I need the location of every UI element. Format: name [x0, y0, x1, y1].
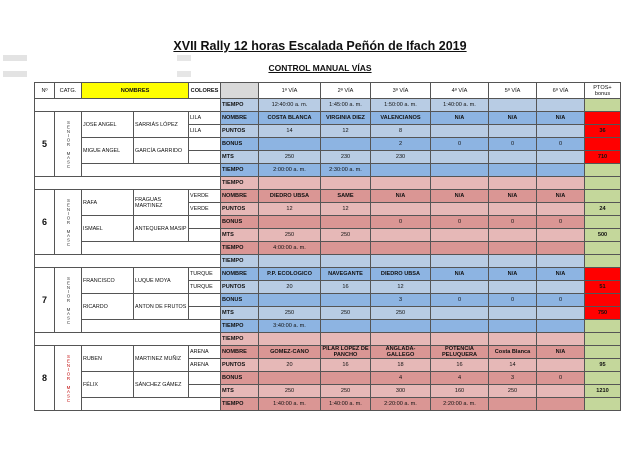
- bonus-cell: 0: [537, 216, 585, 229]
- tiempo-cell: [431, 320, 489, 333]
- color-1: TURQUE: [189, 268, 221, 281]
- meters-cell: 250: [489, 385, 537, 398]
- route-name-cell: DIEDRO UBSA: [371, 268, 431, 281]
- participant-2-first: ISMAEL: [82, 216, 134, 242]
- row-label-bonus: BONUS: [221, 372, 259, 385]
- spacer-cell: [82, 398, 221, 411]
- row-label-mts: MTS: [221, 151, 259, 164]
- bonus-cell: 0: [489, 216, 537, 229]
- color-spacer: [189, 151, 221, 164]
- bonus-cell: [259, 138, 321, 151]
- meters-cell: 160: [431, 385, 489, 398]
- points-cell: [489, 125, 537, 138]
- tiempo-cell: [537, 99, 585, 112]
- meters-cell: [431, 151, 489, 164]
- bonus-cell: 0: [431, 216, 489, 229]
- tiempo-cell: [371, 242, 431, 255]
- points-cell: 16: [321, 281, 371, 294]
- table-row: [35, 164, 621, 177]
- tiempo-cell: [489, 242, 537, 255]
- tiempo-cell: [259, 177, 321, 190]
- tiempo-cell: [489, 398, 537, 411]
- participant-1-first: RUBEN: [82, 346, 134, 372]
- points-cell: [489, 203, 537, 216]
- route-name-cell: N/A: [431, 190, 489, 203]
- meters-cell: 250: [259, 229, 321, 242]
- total-score-flag: [585, 268, 621, 281]
- points-cell: [537, 281, 585, 294]
- tiempo-cell: [371, 255, 431, 268]
- row-label-tiempo: TIEMPO: [221, 99, 259, 112]
- route-name-cell: N/A: [537, 346, 585, 359]
- header-via-2: 2ª VÍA: [321, 83, 371, 99]
- points-cell: 14: [259, 125, 321, 138]
- meters-cell: 250: [371, 307, 431, 320]
- team-number: 6: [35, 190, 55, 255]
- table-row: [35, 320, 621, 333]
- row-label-puntos: PUNTOS: [221, 359, 259, 372]
- tiempo-cell: [431, 333, 489, 346]
- tiempo-cell: 3:40:00 a. m.: [259, 320, 321, 333]
- header-via-3: 3ª VÍA: [371, 83, 431, 99]
- meters-cell: 230: [321, 151, 371, 164]
- total-blank: [585, 242, 621, 255]
- total-blank: [585, 398, 621, 411]
- route-name-cell: COSTA BLANCA: [259, 112, 321, 125]
- row-label-tiempo: TIEMPO: [221, 333, 259, 346]
- route-name-cell: N/A: [431, 268, 489, 281]
- category-label: SENIOR MASC: [55, 346, 82, 411]
- participant-1-last: LUQUE MOYA: [134, 268, 189, 294]
- tiempo-cell: [321, 242, 371, 255]
- route-name-cell: P.P. ECOLOGICO: [259, 268, 321, 281]
- tiempo-cell: 1:40:00 a. m.: [321, 398, 371, 411]
- team-number: 5: [35, 112, 55, 177]
- points-cell: 18: [371, 359, 431, 372]
- meters-cell: 250: [321, 229, 371, 242]
- tiempo-cell: [259, 333, 321, 346]
- participant-2-first: FÉLIX: [82, 372, 134, 398]
- bonus-cell: 0: [431, 138, 489, 151]
- bonus-cell: 3: [371, 294, 431, 307]
- color-spacer: [189, 307, 221, 320]
- tiempo-cell: [321, 255, 371, 268]
- tiempo-cell: [537, 177, 585, 190]
- header-via-1: 1ª VÍA: [259, 83, 321, 99]
- total-points: 24: [585, 203, 621, 216]
- participant-1-first: JOSE ANGEL: [82, 112, 134, 138]
- spacer-cell: [35, 99, 221, 112]
- tiempo-cell: [489, 255, 537, 268]
- color-2: VERDE: [189, 203, 221, 216]
- header-catg: CATG.: [55, 83, 82, 99]
- color-spacer: [189, 372, 221, 385]
- color-spacer: [189, 138, 221, 151]
- route-name-cell: N/A: [431, 112, 489, 125]
- tiempo-cell: [489, 99, 537, 112]
- table-row: [35, 83, 621, 99]
- total-meters: 750: [585, 307, 621, 320]
- tiempo-cell: [537, 320, 585, 333]
- row-label-bonus: BONUS: [221, 294, 259, 307]
- bonus-cell: 4: [371, 372, 431, 385]
- total-blank: [585, 333, 621, 346]
- category-label: SENIOR MASC: [55, 190, 82, 255]
- document-subtitle: CONTROL MANUAL VÍAS: [268, 63, 372, 73]
- table-row: [35, 177, 621, 190]
- color-1: LILA: [189, 112, 221, 125]
- points-cell: [371, 203, 431, 216]
- spacer-cell: [35, 177, 221, 190]
- route-name-cell: PILAR LOPEZ DE PANCHO: [322, 346, 369, 358]
- meters-cell: 300: [371, 385, 431, 398]
- bonus-cell: [259, 216, 321, 229]
- row-label-mts: MTS: [221, 385, 259, 398]
- tiempo-cell: [371, 164, 431, 177]
- tiempo-cell: [321, 320, 371, 333]
- tiempo-cell: [537, 164, 585, 177]
- meters-cell: 230: [371, 151, 431, 164]
- row-label-puntos: PUNTOS: [221, 203, 259, 216]
- points-cell: [537, 359, 585, 372]
- points-cell: 16: [321, 359, 371, 372]
- row-label-mts: MTS: [221, 307, 259, 320]
- bonus-cell: 0: [431, 294, 489, 307]
- meters-cell: [371, 229, 431, 242]
- points-cell: 8: [371, 125, 431, 138]
- row-label-tiempo: TIEMPO: [221, 255, 259, 268]
- meters-cell: 250: [259, 151, 321, 164]
- tiempo-cell: [489, 320, 537, 333]
- color-2: ARENA: [189, 359, 221, 372]
- total-blank: [585, 372, 621, 385]
- meters-cell: [489, 307, 537, 320]
- spacer-cell: [82, 242, 221, 255]
- participant-2-first: RICARDO: [82, 294, 134, 320]
- points-cell: 12: [371, 281, 431, 294]
- total-meters: 1210: [585, 385, 621, 398]
- color-1: ARENA: [189, 346, 221, 359]
- row-label-nombre: NOMBRE: [221, 346, 259, 359]
- bonus-cell: 3: [489, 372, 537, 385]
- tiempo-cell: [489, 177, 537, 190]
- tiempo-cell: 1:40:00 a. m.: [431, 99, 489, 112]
- results-table: [34, 82, 621, 411]
- tiempo-cell: [371, 320, 431, 333]
- row-label-tiempo: TIEMPO: [221, 320, 259, 333]
- bonus-cell: [321, 294, 371, 307]
- bonus-cell: 0: [537, 372, 585, 385]
- route-name-cell: SAME: [321, 190, 371, 203]
- tiempo-cell: [371, 333, 431, 346]
- header-via-6: 6ª VÍA: [537, 83, 585, 99]
- participant-2-last: ANTON DE FRUTOS: [134, 294, 189, 320]
- total-blank: [585, 164, 621, 177]
- points-cell: [537, 203, 585, 216]
- header-via-4: 4ª VÍA: [431, 83, 489, 99]
- table-row: [35, 398, 621, 411]
- total-meters: 710: [585, 151, 621, 164]
- tiempo-cell: 2:20:00 a. m.: [371, 398, 431, 411]
- total-points: 51: [585, 281, 621, 294]
- points-cell: 12: [321, 125, 371, 138]
- table-row: [35, 112, 621, 125]
- route-name-cell: VALENCIANOS: [371, 112, 431, 125]
- tiempo-cell: [431, 255, 489, 268]
- row-label-bonus: BONUS: [221, 216, 259, 229]
- meters-cell: [537, 151, 585, 164]
- row-label-mts: MTS: [221, 229, 259, 242]
- participant-1-last: FRAGUAS MARTINEZ: [134, 190, 189, 216]
- header-nombres: NOMBRES: [82, 83, 189, 99]
- points-cell: 12: [259, 203, 321, 216]
- table-row: [35, 294, 621, 307]
- category-label: SENIOR MASC: [55, 268, 82, 333]
- bonus-cell: [321, 216, 371, 229]
- total-meters: 500: [585, 229, 621, 242]
- header-ptos: PTOS+ bonus: [585, 83, 621, 99]
- color-spacer: [189, 385, 221, 398]
- tiempo-cell: [537, 398, 585, 411]
- participant-2-last: ANTEQUERA MASIP: [134, 216, 189, 242]
- participant-1-last: MARTINEZ MUÑIZ: [134, 346, 189, 372]
- header-num: Nº: [35, 83, 55, 99]
- points-cell: [431, 281, 489, 294]
- tiempo-cell: 2:20:00 a. m.: [431, 398, 489, 411]
- participant-1-first: RAFA: [82, 190, 134, 216]
- participant-2-first: MIGUE ANGEL: [82, 138, 134, 164]
- tiempo-cell: 2:30:00 a. m.: [321, 164, 371, 177]
- table-row: [35, 216, 621, 229]
- sheet-margin-mark: [3, 55, 27, 61]
- route-name-cell: N/A: [537, 190, 585, 203]
- color-1: VERDE: [189, 190, 221, 203]
- bonus-cell: 0: [371, 216, 431, 229]
- route-name-cell: VIRGINIA DIEZ: [321, 112, 371, 125]
- color-spacer: [189, 294, 221, 307]
- tiempo-cell: [431, 164, 489, 177]
- tiempo-cell: 1:45:00 a. m.: [321, 99, 371, 112]
- route-name-cell: GOMEZ-CANO: [259, 346, 321, 359]
- table-row: [35, 99, 621, 112]
- table-row: [35, 138, 621, 151]
- row-label-nombre: NOMBRE: [221, 268, 259, 281]
- row-label-tiempo: TIEMPO: [221, 398, 259, 411]
- participant-2-last: GARCÍA GARRIDO: [134, 138, 189, 164]
- route-name-cell: N/A: [489, 112, 537, 125]
- bonus-cell: 0: [537, 294, 585, 307]
- table-row: [35, 190, 621, 203]
- row-label-puntos: PUNTOS: [221, 125, 259, 138]
- points-cell: [489, 281, 537, 294]
- tiempo-cell: [537, 242, 585, 255]
- category-label: SENIOR MASC: [55, 112, 82, 177]
- tiempo-cell: [321, 177, 371, 190]
- tiempo-cell: 4:00:00 a. m.: [259, 242, 321, 255]
- row-label-bonus: BONUS: [221, 138, 259, 151]
- total-points: 36: [585, 125, 621, 138]
- header-via-5: 5ª VÍA: [489, 83, 537, 99]
- meters-cell: [489, 151, 537, 164]
- tiempo-cell: [431, 242, 489, 255]
- header-blank: [221, 83, 259, 99]
- meters-cell: [537, 307, 585, 320]
- row-label-tiempo: TIEMPO: [221, 164, 259, 177]
- total-blank: [585, 138, 621, 151]
- participant-1-first: FRANCISCO: [82, 268, 134, 294]
- route-name-cell: N/A: [371, 190, 431, 203]
- tiempo-cell: 2:00:00 a. m.: [259, 164, 321, 177]
- spacer-cell: [35, 255, 221, 268]
- tiempo-cell: [259, 255, 321, 268]
- team-number: 7: [35, 268, 55, 333]
- bonus-cell: 0: [537, 138, 585, 151]
- tiempo-cell: [489, 164, 537, 177]
- meters-cell: [537, 385, 585, 398]
- meters-cell: [489, 229, 537, 242]
- tiempo-cell: 12:40:00 a. m.: [259, 99, 321, 112]
- row-label-puntos: PUNTOS: [221, 281, 259, 294]
- bonus-cell: [321, 372, 371, 385]
- tiempo-cell: [489, 333, 537, 346]
- spacer-cell: [35, 333, 221, 346]
- route-name-cell: N/A: [489, 268, 537, 281]
- color-2: TURQUE: [189, 281, 221, 294]
- color-spacer: [189, 229, 221, 242]
- bonus-cell: 0: [489, 294, 537, 307]
- tiempo-cell: 1:50:00 a. m.: [371, 99, 431, 112]
- bonus-cell: [321, 138, 371, 151]
- color-2: LILA: [189, 125, 221, 138]
- meters-cell: [431, 229, 489, 242]
- table-row: [35, 242, 621, 255]
- route-name-cell: N/A: [537, 112, 585, 125]
- row-label-nombre: NOMBRE: [221, 190, 259, 203]
- table-row: [35, 333, 621, 346]
- total-points: 95: [585, 359, 621, 372]
- table-row: [35, 346, 621, 359]
- tiempo-cell: [431, 177, 489, 190]
- bonus-cell: 0: [489, 138, 537, 151]
- total-blank: [585, 320, 621, 333]
- total-blank: [585, 294, 621, 307]
- tiempo-cell: 1:40:00 a. m.: [259, 398, 321, 411]
- bonus-cell: 4: [431, 372, 489, 385]
- route-name-cell: N/A: [489, 190, 537, 203]
- bonus-cell: [259, 294, 321, 307]
- points-cell: [431, 203, 489, 216]
- points-cell: 20: [259, 359, 321, 372]
- color-spacer: [189, 216, 221, 229]
- meters-cell: 250: [259, 385, 321, 398]
- total-score-flag: [585, 346, 621, 359]
- row-label-nombre: NOMBRE: [221, 112, 259, 125]
- document-title: XVII Rally 12 horas Escalada Peñón de Ifach 2019: [173, 39, 467, 53]
- points-cell: 20: [259, 281, 321, 294]
- points-cell: [537, 125, 585, 138]
- participant-1-last: SARRIÁS LÓPEZ: [134, 112, 189, 138]
- meters-cell: 250: [259, 307, 321, 320]
- route-name-cell: ANGLADA-GALLEGO: [371, 346, 431, 359]
- route-name-cell: DIEDRO UBSA: [259, 190, 321, 203]
- tiempo-cell: [321, 333, 371, 346]
- route-name-cell: Costa Blanca: [489, 346, 537, 359]
- bonus-cell: 2: [371, 138, 431, 151]
- route-name-cell: NAVEGANTE: [321, 268, 371, 281]
- bonus-cell: [259, 372, 321, 385]
- spacer-cell: [82, 320, 221, 333]
- table-row: [35, 372, 621, 385]
- total-score-flag: [585, 190, 621, 203]
- tiempo-cell: [371, 177, 431, 190]
- team-number: 8: [35, 346, 55, 411]
- header-colores: COLORES: [189, 83, 221, 99]
- total-blank: [585, 255, 621, 268]
- points-cell: 14: [489, 359, 537, 372]
- route-name-cell: N/A: [537, 268, 585, 281]
- total-blank: [585, 216, 621, 229]
- points-cell: [431, 125, 489, 138]
- meters-cell: 250: [321, 385, 371, 398]
- total-score-flag: [585, 112, 621, 125]
- points-cell: 16: [431, 359, 489, 372]
- meters-cell: [537, 229, 585, 242]
- sheet-margin-mark: [177, 55, 191, 61]
- points-cell: 12: [321, 203, 371, 216]
- meters-cell: [431, 307, 489, 320]
- table-row: [35, 255, 621, 268]
- spacer-cell: [82, 164, 221, 177]
- route-name-cell: POTENCIA PELUQUERA: [431, 346, 489, 359]
- tiempo-cell: [537, 255, 585, 268]
- tiempo-cell: [537, 333, 585, 346]
- total-blank: [585, 99, 621, 112]
- table-row: [35, 268, 621, 281]
- meters-cell: 250: [321, 307, 371, 320]
- row-label-tiempo: TIEMPO: [221, 242, 259, 255]
- participant-2-last: SÁNCHEZ GÁMEZ: [134, 372, 189, 398]
- total-blank: [585, 177, 621, 190]
- row-label-tiempo: TIEMPO: [221, 177, 259, 190]
